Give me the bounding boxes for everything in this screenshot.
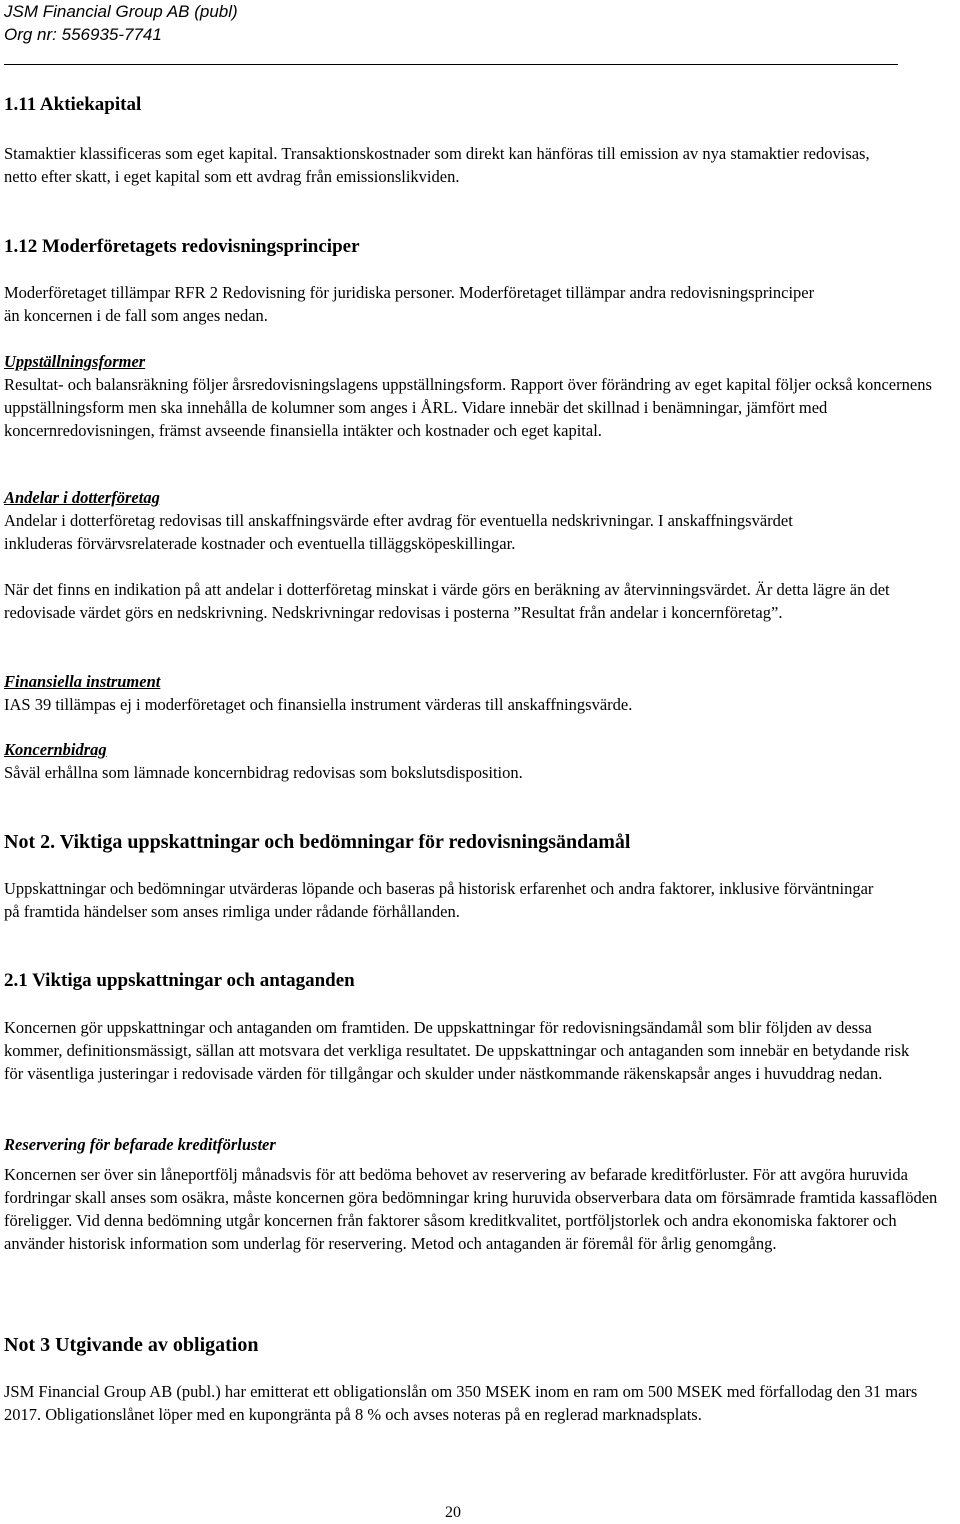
header-divider <box>4 64 898 65</box>
heading-not-2: Not 2. Viktiga uppskattningar och bedömningar för redovisningsändamål <box>4 831 631 853</box>
paragraph-reservering: Koncernen ser över sin låneportfölj månadsvis för att bedöma behovet av reservering av befarade kreditförluster. För att avgöra huruvida fordringar skall anses som osäkra, måste koncernen göra bedömningar kring huruvida observerbara data om försämrade framtida kassaflöden föreligger. Vid denna bedömning utgår koncernen från faktorer såsom kreditkvalitet, portföljstorlek och andra ekonomiska faktorer och använder historisk information som underlag för reservering. Metod och antaganden är föremål för årlig genomgång. <box>4 1165 938 1253</box>
page-header <box>4 0 238 46</box>
page-number: 20 <box>445 1504 461 1521</box>
paragraph-uppstallningsformer: Resultat- och balansräkning följer årsredovisningslagens uppställningsform. Rapport över förändring av eget kapital följer också koncernens uppställningsform men ska innehålla de kolumner som anges i ÅRL. Vidare innebär det skillnad i benämningar, jämfört med koncernredovisningen, främst avseende finansiella intäkter och kostnader och eget kapital. <box>4 375 932 440</box>
paragraph-not-3: JSM Financial Group AB (publ.) har emitterat ett obligationslån om 350 MSEK inom en ram om 500 MSEK med förfallodag den 31 mars 2017. Obligationslånet löper med en kupongränta på 8 % och avses noteras på en reglerad marknadsplats. <box>4 1382 918 1424</box>
heading-1-12: 1.12 Moderföretagets redovisningsprinciper <box>4 236 360 257</box>
heading-1-11: 1.11 Aktiekapital <box>4 94 142 115</box>
subheading-finansiella-instrument: Finansiella instrument <box>4 672 161 691</box>
paragraph-not-2: Uppskattningar och bedömningar utvärderas löpande och baseras på historisk erfarenhet och andra faktorer, inklusive förväntningar på framtida händelser som anses rimliga under rådande förhållanden. <box>4 879 874 921</box>
subheading-uppstallningsformer: Uppställningsformer <box>4 352 146 371</box>
paragraph-finansiella-instrument: IAS 39 tillämpas ej i moderföretaget och finansiella instrument värderas till anskaffningsvärde. <box>4 695 633 714</box>
paragraph-2-1: Koncernen gör uppskattningar och antaganden om framtiden. De uppskattningar för redovisningsändamål som blir följden av dessa kommer, definitionsmässigt, sällan att motsvara det verkliga resultatet. De uppskattningar och antaganden som innebär en betydande risk för väsentliga justeringar i redovisade värden för tillgångar och skulder under nästkommande räkenskapsår anges i huvuddrag nedan. <box>4 1018 910 1083</box>
paragraph-andelar-2: När det finns en indikation på att andelar i dotterföretag minskat i värde görs en beräkning av återvinningsvärdet. Är detta lägre än det redovisade värdet görs en nedskrivning. Nedskrivningar redovisas i posterna ”Resultat från andelar i koncernföretag”. <box>4 580 890 622</box>
paragraph-andelar-1: Andelar i dotterföretag redovisas till anskaffningsvärde efter avdrag för eventuella nedskrivningar. I anskaffningsvärdet inkluderas förvärvsrelaterade kostnader och eventuella tilläggsköpeskillingar. <box>4 511 793 553</box>
subheading-reservering: Reservering för befarade kreditförluster <box>4 1135 276 1154</box>
subheading-andelar: Andelar i dotterföretag <box>4 488 160 507</box>
heading-2-1: 2.1 Viktiga uppskattningar och antaganden <box>4 970 355 991</box>
header-org-number: Org nr: 556935-7741 <box>4 25 162 44</box>
paragraph-aktiekapital: Stamaktier klassificeras som eget kapital. Transaktionskostnader som direkt kan hänföras till emission av nya stamaktier redovisas, netto efter skatt, i eget kapital som ett avdrag från emissionslikviden. <box>4 144 870 186</box>
header-company: JSM Financial Group AB (publ) <box>4 2 238 21</box>
paragraph-koncernbidrag: Såväl erhållna som lämnade koncernbidrag redovisas som bokslutsdisposition. <box>4 763 523 782</box>
heading-not-3: Not 3 Utgivande av obligation <box>4 1334 259 1356</box>
paragraph-moderforetag: Moderföretaget tillämpar RFR 2 Redovisning för juridiska personer. Moderföretaget tillämpar andra redovisningsprinciper än koncernen i de fall som anges nedan. <box>4 283 815 325</box>
subheading-koncernbidrag: Koncernbidrag <box>4 740 107 759</box>
